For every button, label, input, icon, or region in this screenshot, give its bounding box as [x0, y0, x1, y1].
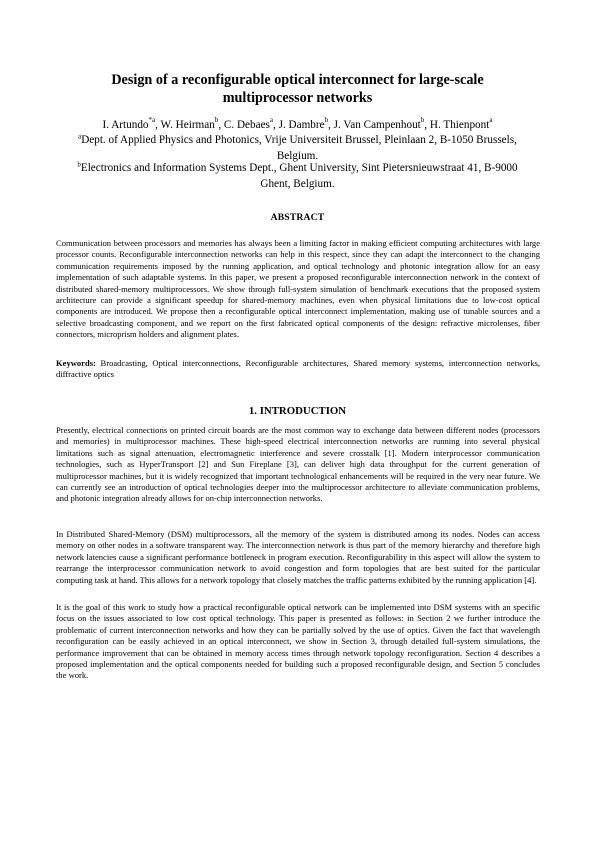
affil-mark-a: a — [78, 132, 82, 141]
author: C. Debaes — [223, 119, 270, 131]
author: J. Dambre — [278, 119, 325, 131]
affil-a-line-1: Dept. of Applied Physics and Photonics, Vrije Universiteit Brussel, Pleinlaan 2, B-1050 Brussels, — [81, 134, 517, 146]
author-affil-mark: b — [214, 116, 219, 125]
paper-title — [60, 71, 535, 107]
author: J. Van Campenhout — [333, 119, 421, 131]
author-affil-mark: *a — [148, 116, 156, 125]
affil-b-line-1: Electronics and Information Systems Dept., Ghent University, Sint Pietersnieuwstraat 41, B-9000 — [80, 162, 518, 174]
intro-paragraph-2: In Distributed Shared-Memory (DSM) multiprocessors, all the memory of the system is distributed among its nodes. Nodes can access memory on other nodes in a software transparent way. The interconnection network is thus part of the memory hierarchy and therefore high network latencies cause a significant performance bottleneck in program execution. Reconfigurability in this aspect will allow the system to rearrange the interprocessor communication network to avoid congestion and form topologies that are best suited for the particular computing task at hand. This allows for a network topology that closely matches the traffic patterns exhibited by the running application [4]. — [56, 529, 540, 585]
keywords-text: Broadcasting, Optical interconnections, Reconfigurable architectures, Shared memory systems, interconnection networks, diffractive optics — [56, 358, 540, 380]
title-line-2: multiprocessor networks — [222, 90, 373, 106]
author-affil-mark: b — [324, 116, 329, 125]
section-1-heading: 1. INTRODUCTION — [248, 405, 347, 417]
intro-paragraph-3: It is the goal of this work to study how a practical reconfigurable optical network can be implemented into DSM systems with an specific focus on the issues associated to low cost optical technology. This paper is presented as follows: in Section 2 we further introduce the problematic of current interconnection networks and how they can be partially solved by the use of optics. Given the fact that wavelength reconfiguration can be easily achieved in an optical interconnect, we show in Section 3, through detailed full-system simulations, the performance improvement that can be obtained in memory access times through network topology reconfiguration. Section 4 describes a proposed implementation and the optical components needed for building such a proposed reconfigurable design, and Section 5 concludes the work. — [56, 602, 540, 681]
author: I. Artundo — [102, 119, 149, 131]
affil-mark-b: b — [77, 160, 81, 169]
affil-a-line-2: Belgium. — [276, 149, 319, 162]
abstract-text: Communication between processors and memories has always been a limiting factor in making efficient computing architectures with large processor counts. Reconfigurable interconnection networks can help in this respect, since they can adapt the interconnect to the changing communication requirements imposed by the running application, and optical technology and photonic integration allow for an easy implementation of such adaptable systems. In this paper, we present a proposed reconfigurable interconnection network in the context of distributed shared-memory multiprocessors. We show through full-system simulation of benchmark executions that the proposed system architecture can provide a significant speedup for shared-memory machines, even when physical limitations due to low-cost optical components are introduced. We propose then a reconfigurable optical interconnect implementation, making use of tunable sources and a selective broadcasting component, and we report on the first fabricated optical components of the design: refractive microlenses, fiber connectors, microprism holders and alignment plates. — [56, 238, 540, 340]
author-affil-mark: b — [420, 116, 425, 125]
keywords — [56, 358, 540, 381]
affil-b-line-2: Ghent, Belgium. — [260, 177, 335, 190]
author: W. Heirman — [160, 119, 215, 131]
author: H. Thienpont — [429, 119, 490, 131]
author-affil-mark: a — [269, 116, 273, 125]
author-list: I. Artundo$^{*a}$, W. Heirman$^b$, C. Debaes$^a$, J. Dambre$^b$, J. Van Campenhout$^b$, H. Thienpont$^a$ — [102, 116, 493, 131]
author-affil-mark: a — [489, 116, 493, 125]
affiliation-a — [50, 133, 545, 164]
title-line-1: Design of a reconfigurable optical interconnect for large-scale — [111, 72, 484, 88]
abstract-heading: ABSTRACT — [270, 212, 325, 223]
keywords-label: Keywords: — [56, 358, 96, 368]
affiliation-b — [50, 161, 545, 192]
intro-paragraph-1: Presently, electrical connections on printed circuit boards are the most common way to exchange data between different nodes (processors and memories) in multiprocessor machines. These high-speed electrical interconnection networks are running into several physical limitations such as signal attenuation, electromagnetic interference and severe crosstalk [1]. Modern interprocessor communication technologies, such as HyperTransport [2] and Sun Fireplane [3], can deliver high data throughput for the current generation of multiprocessor machines, but it is widely recognized that important technological enhancements will be required in the very near future. We can currently see an introduction of optical technologies deeper into the multiprocessor architecture to alleviate communication problems, and photonic integration already allows for on-chip interconnection networks. — [56, 425, 540, 504]
